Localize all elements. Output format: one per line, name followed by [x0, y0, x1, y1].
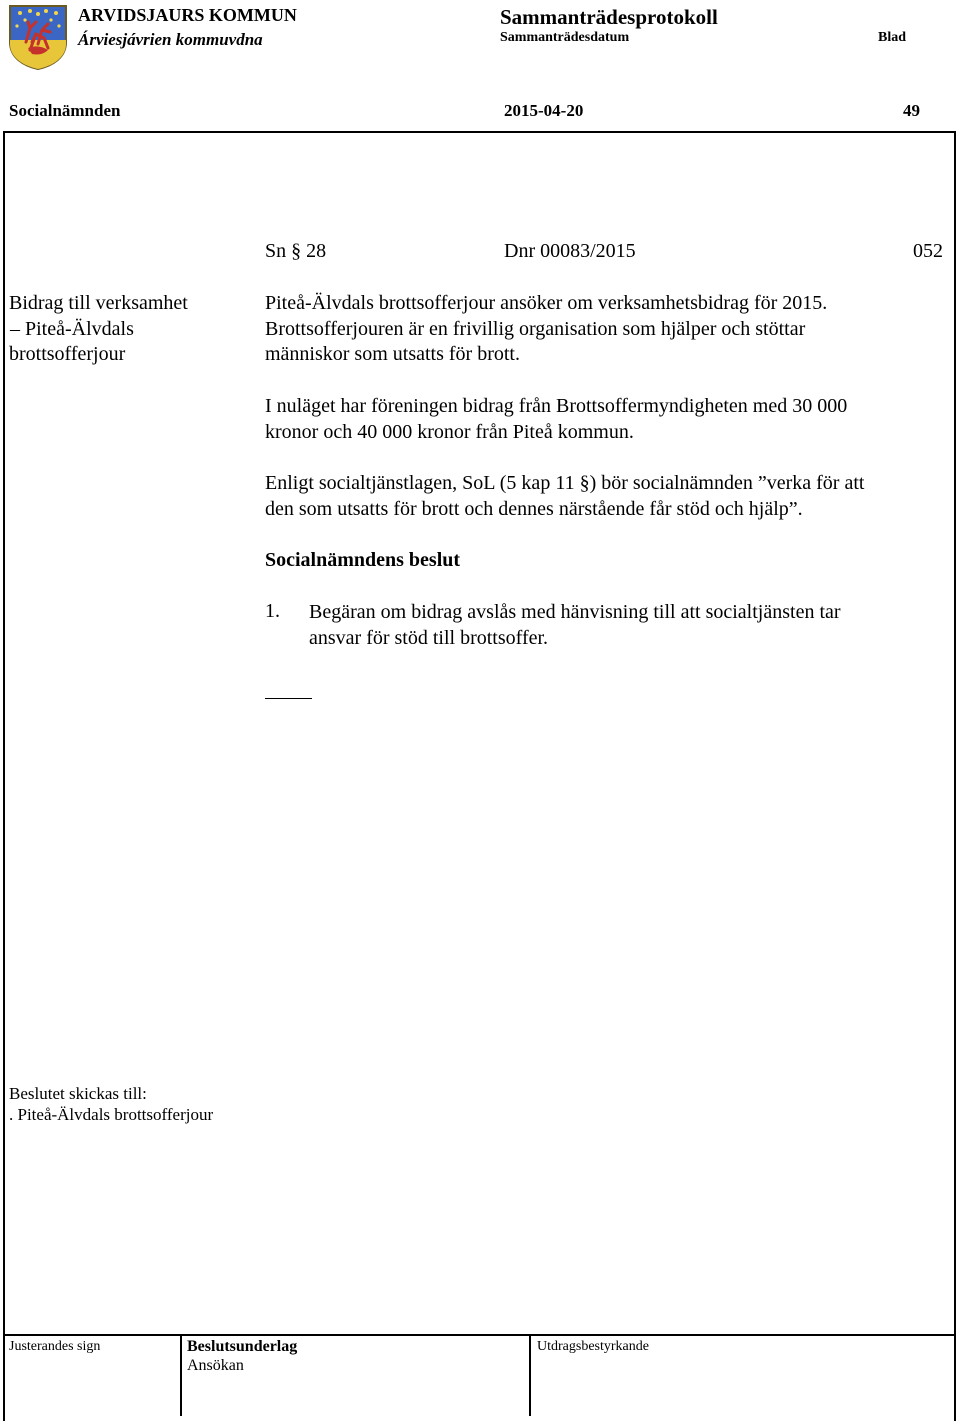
meeting-date: 2015-04-20	[504, 101, 584, 120]
page-label: Blad	[878, 30, 907, 45]
document-title: Sammanträdesprotokoll	[500, 5, 718, 29]
case-title-line: – Piteå-Älvdals	[10, 317, 134, 340]
paragraph-line: Enligt socialtjänstlagen, SoL (5 kap 11 §) bör socialnämnden ”verka för att	[265, 472, 865, 494]
signature-label: Justerandes sign	[9, 1339, 101, 1354]
decision-item-line: ansvar för stöd till brottsoffer.	[309, 626, 549, 649]
decision-heading: Socialnämndens beslut	[265, 549, 461, 571]
paragraph	[265, 394, 847, 445]
case-number: Dnr 00083/2015	[504, 240, 636, 262]
decision-basis-label: Beslutsunderlag	[187, 1338, 298, 1355]
paragraph-line: Brottsofferjouren är en frivillig organisation som hjälper och stöttar	[265, 317, 806, 340]
section-number: Sn § 28	[265, 240, 327, 262]
coat-of-arms-icon	[8, 4, 68, 70]
footer-divider	[3, 1334, 956, 1336]
paragraph-line: kronor och 40 000 kronor från Piteå kommun.	[265, 420, 634, 443]
decision-item-number: 1.	[265, 600, 280, 622]
case-title-line: brottsofferjour	[9, 343, 126, 365]
paragraph-line: människor som utsatts för brott.	[265, 343, 520, 365]
organization-name: ARVIDSJAURS KOMMUN	[78, 5, 297, 25]
case-title	[9, 291, 188, 368]
decision-item-line: Begäran om bidrag avslås med hänvisning till att socialtjänsten tar	[309, 601, 841, 623]
footer-column-divider	[180, 1334, 182, 1416]
paragraph-line: I nuläget har föreningen bidrag från Brottsoffermyndigheten med 30 000	[265, 395, 848, 417]
page-number: 49	[903, 101, 920, 120]
paragraph-line: den som utsatts för brott och dennes närstående får stöd och hjälp”.	[265, 497, 803, 520]
footer-column-divider	[529, 1334, 531, 1416]
sent-to-label: Beslutet skickas till:	[9, 1084, 147, 1103]
end-divider	[265, 698, 312, 699]
committee-name: Socialnämnden	[9, 101, 121, 120]
paragraph	[265, 291, 827, 368]
extract-certification-label: Utdragsbestyrkande	[537, 1339, 649, 1354]
case-code: 052	[913, 240, 943, 262]
decision-item-text	[309, 600, 841, 651]
sent-to-recipient: . Piteå-Älvdals brottsofferjour	[9, 1105, 214, 1124]
decision-basis-value: Ansökan	[187, 1357, 244, 1374]
meeting-date-label: Sammanträdesdatum	[500, 30, 630, 45]
organization-subtitle: Árviesjávrien kommuvdna	[78, 30, 263, 49]
paragraph-line: Piteå-Älvdals brottsofferjour ansöker om verksamhetsbidrag för 2015.	[265, 292, 828, 314]
paragraph	[265, 471, 864, 522]
case-title-line: Bidrag till verksamhet	[9, 292, 188, 314]
